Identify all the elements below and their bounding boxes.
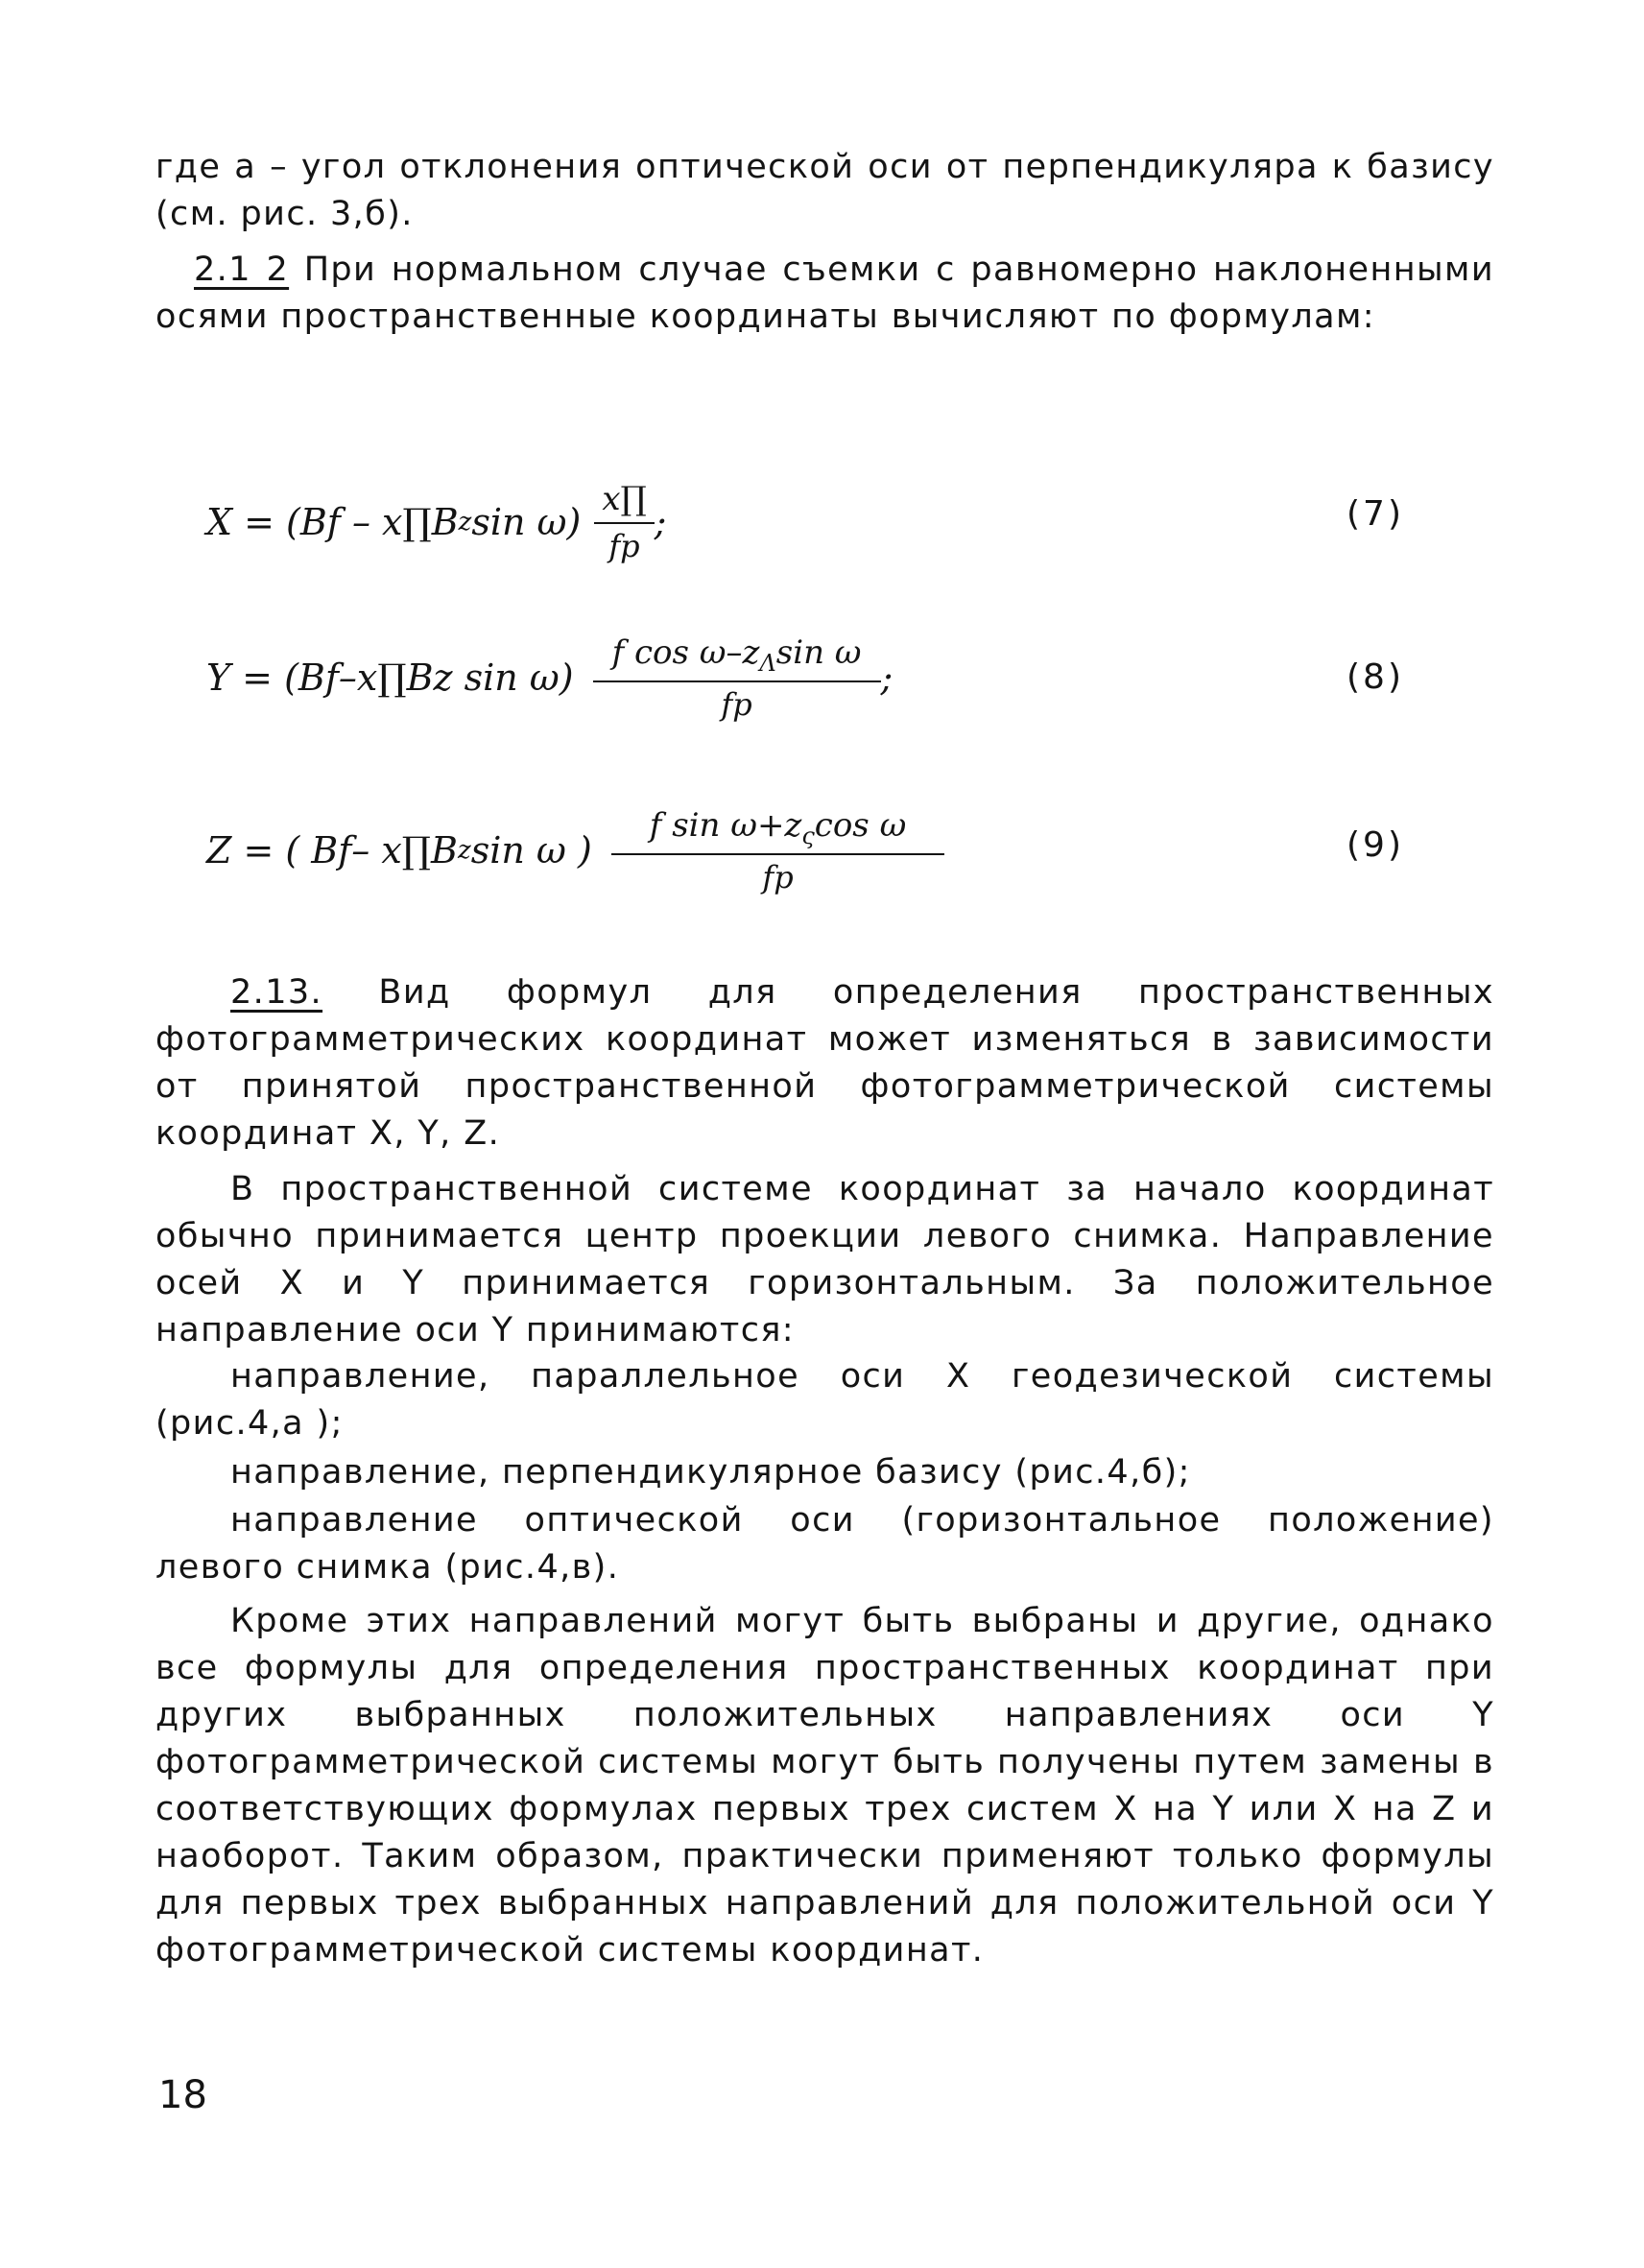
paragraph-direction-2: [155, 1449, 1494, 1496]
paragraph-direction-1: [155, 1353, 1494, 1447]
formula-8: [206, 633, 893, 723]
formula-7: [206, 480, 666, 564]
fraction-denominator: fp: [762, 858, 794, 895]
fraction-numerator: x∏: [594, 480, 654, 524]
formula-factor: sin ω): [471, 501, 582, 543]
page-number: 18: [158, 2073, 207, 2117]
numerator-part: f sin ω+z: [649, 806, 802, 845]
paragraph-text: направление оптической оси (горизонтальное положение) левого снимка (рис.4,в).: [155, 1501, 1494, 1587]
numerator-subscript: Λ: [759, 649, 776, 677]
paragraph-2-12: [155, 247, 1494, 341]
formula-9: [206, 806, 944, 895]
paragraph-text: Вид формул для определения пространственных фотограмметрических координат может изменяться в зависимости от принятой пространственной фотограмметрической системы координат X, Y, Z.: [155, 973, 1494, 1153]
formula-subscript: z: [458, 508, 472, 537]
equation-number-8: (8): [1346, 657, 1404, 697]
fraction: [593, 633, 881, 723]
paragraph-angle-definition: [155, 144, 1494, 238]
formula-subscript: z: [457, 836, 471, 866]
section-number: 2.1 2: [194, 251, 290, 289]
fraction-denominator: fp: [721, 685, 752, 723]
formula-lhs: X = (Bf – x∏B: [206, 501, 459, 543]
formula-lhs: Z = ( Bf– x∏B: [206, 829, 458, 872]
numerator-subscript: ς: [801, 822, 815, 849]
paragraph-text: направление, параллельное оси X геодезической системы (рис.4,a );: [155, 1357, 1494, 1443]
paragraph-2-13: [155, 969, 1494, 1158]
paragraph-text: При нормальном случае съемки с равномерно наклоненными осями пространственные координаты вычисляют по формулам:: [155, 251, 1494, 336]
fraction: [611, 806, 945, 895]
formula-lhs: Y = (Bf–x∏Bz sin ω): [206, 657, 574, 700]
formula-punctuation: ;: [654, 501, 667, 543]
formula-factor: sin ω ): [470, 829, 592, 872]
formula-punctuation: ;: [880, 657, 893, 700]
equation-number-9: (9): [1346, 825, 1404, 865]
fraction-numerator: [593, 633, 881, 682]
equation-number-7: (7): [1346, 494, 1404, 534]
paragraph-direction-3: [155, 1497, 1494, 1591]
paragraph-text: Кроме этих направлений могут быть выбраны и другие, однако все формулы для определения пространственных координат при других выбранных положительных направлениях оси Y фотограмметрической системы могут быть получены путем замены в соответствующих формулах первых трех систем X на Y или X на Z и наоборот. Таким образом, практически применяют только формулы для первых трех выбранных направлений для положительной оси Y фотограмметрической системы координат.: [155, 1602, 1494, 1970]
paragraph-text: В пространственной системе координат за начало координат обычно принимается центр проекции левого снимка. Направление осей X и Y принимается горизонтальным. За положительное направление оси Y принимаются:: [155, 1170, 1494, 1349]
paragraph-other-directions: [155, 1598, 1494, 1974]
numerator-part: f cos ω–z: [611, 633, 760, 672]
paragraph-text: где a – угол отклонения оптической оси от перпендикуляра к базису (см. рис. 3,б).: [155, 148, 1494, 233]
fraction-numerator: [611, 806, 945, 855]
fraction: [594, 480, 654, 564]
numerator-part: cos ω: [814, 806, 907, 845]
paragraph-text: направление, перпендикулярное базису (рис.4,б);: [230, 1453, 1191, 1492]
numerator-part: sin ω: [775, 633, 862, 672]
paragraph-coordinate-origin: [155, 1166, 1494, 1354]
fraction-denominator: fp: [608, 528, 640, 564]
section-number: 2.13.: [230, 973, 323, 1012]
